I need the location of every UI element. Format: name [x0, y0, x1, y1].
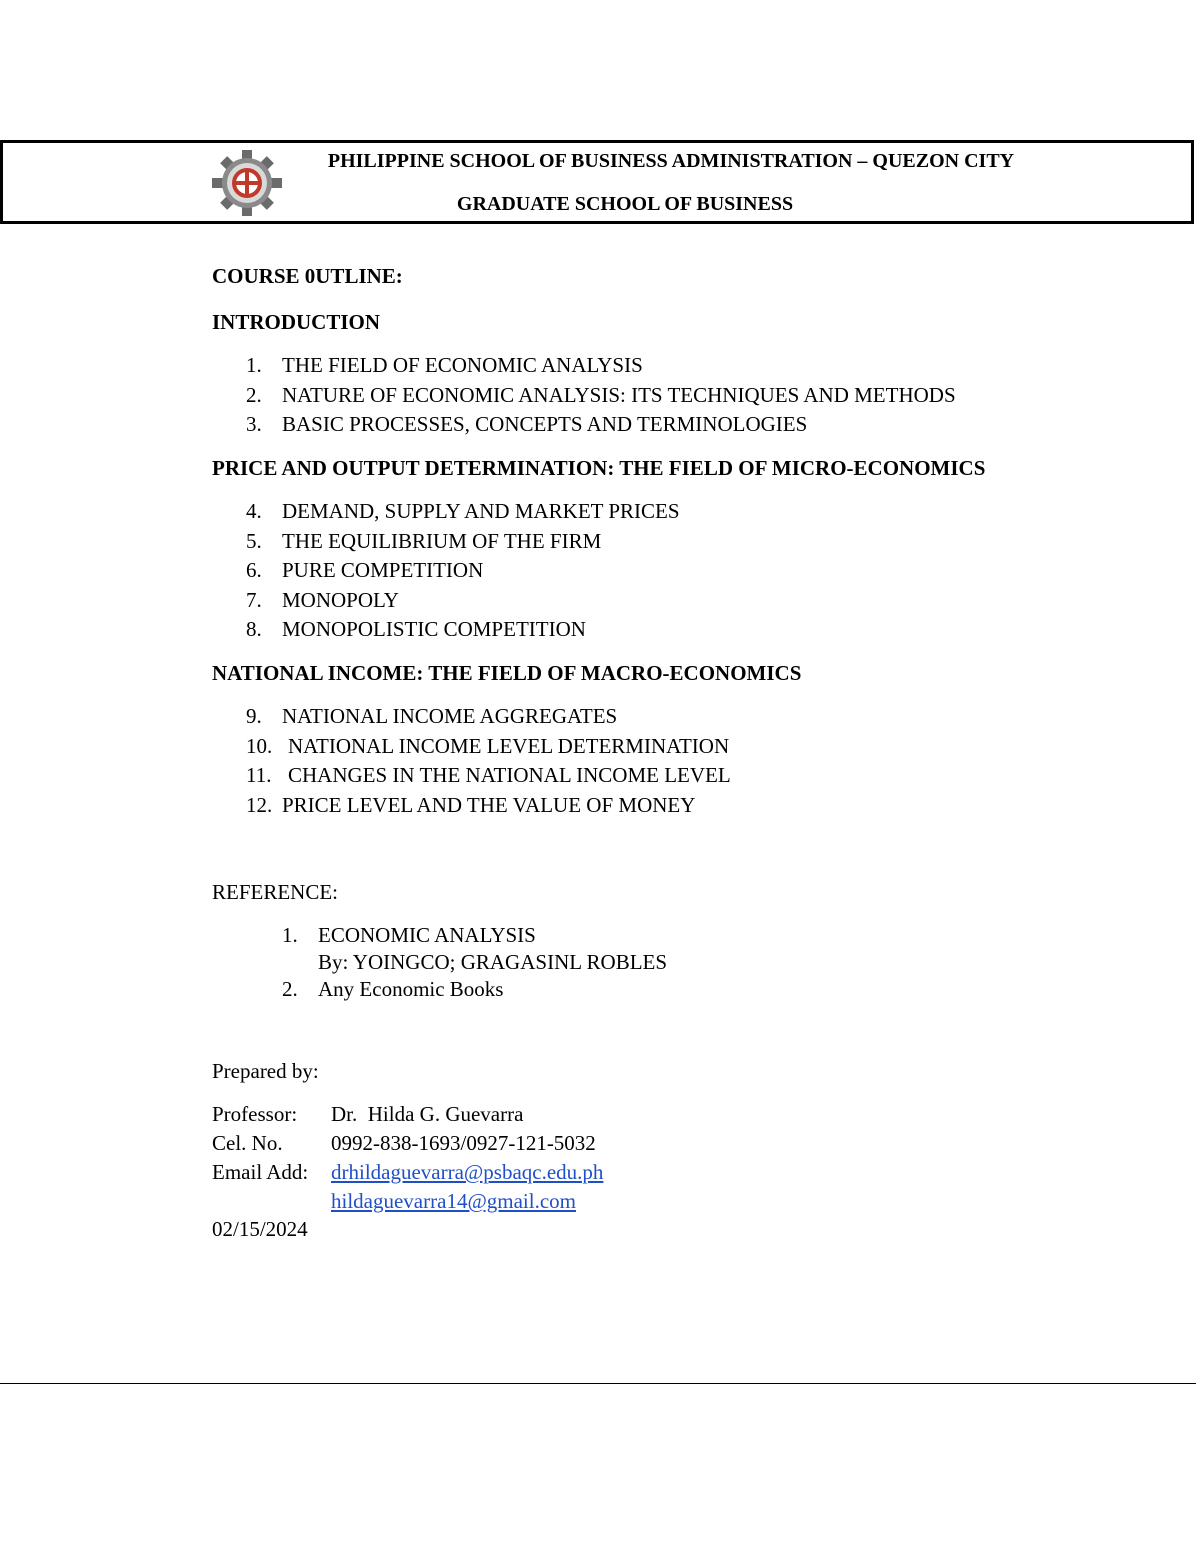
- item-number: 9.: [246, 704, 262, 728]
- item-number: 2.: [246, 382, 262, 407]
- professor-name: Dr. Hilda G. Guevarra: [331, 1102, 524, 1126]
- list-item: [212, 615, 1060, 645]
- cel-row: [212, 1129, 1060, 1158]
- item-number: 8.: [246, 617, 262, 641]
- cel-number: 0992-838-1693/0927-121-5032: [331, 1131, 596, 1155]
- professor-label: Professor:: [212, 1102, 298, 1126]
- email-label: Email Add:: [212, 1160, 309, 1184]
- item-number: 1.: [246, 353, 262, 377]
- item-number: 10.: [246, 733, 273, 758]
- list-item: [212, 791, 1060, 821]
- email-link-secondary[interactable]: hildaguevarra14@gmail.com: [331, 1189, 577, 1213]
- item-number: 11.: [246, 763, 272, 787]
- list-item: [212, 351, 1060, 381]
- reference-title: ECONOMIC ANALYSIS: [318, 922, 536, 947]
- institution-name: PHILIPPINE SCHOOL OF BUSINESS ADMINISTRATION – QUEZON CITY: [327, 150, 1015, 172]
- outline-title: COURSE 0UTLINE:: [212, 264, 403, 288]
- item-text: NATIONAL INCOME LEVEL DETERMINATION: [288, 733, 730, 758]
- item-number: 4.: [246, 499, 262, 523]
- item-text: BASIC PROCESSES, CONCEPTS AND TERMINOLOGIES: [282, 412, 808, 436]
- item-number: 12.: [246, 792, 273, 817]
- list-item: [212, 527, 1060, 557]
- section-heading-introduction: INTRODUCTION: [212, 309, 381, 334]
- list-item: [212, 381, 1060, 411]
- section-heading-micro: PRICE AND OUTPUT DETERMINATION: THE FIELD OF MICRO-ECONOMICS: [212, 455, 986, 480]
- list-item: [212, 732, 1060, 762]
- course-outline: [212, 262, 1060, 1243]
- email-row-secondary: [212, 1187, 1060, 1216]
- email-row: [212, 1158, 1060, 1187]
- item-text: MONOPOLY: [282, 587, 399, 612]
- item-text: NATURE OF ECONOMIC ANALYSIS: ITS TECHNIQUES AND METHODS: [282, 382, 956, 407]
- reference-list: [212, 922, 1060, 1003]
- reference-label: REFERENCE:: [212, 880, 339, 904]
- reference-authors: By: YOINGCO; GRAGASINL ROBLES: [318, 949, 668, 974]
- item-number: 3.: [246, 412, 262, 436]
- item-text: NATIONAL INCOME AGGREGATES: [282, 704, 618, 728]
- reference-title: Any Economic Books: [318, 976, 504, 1001]
- school-name: GRADUATE SCHOOL OF BUSINESS: [456, 193, 794, 215]
- list-item: [212, 556, 1060, 586]
- item-number: 2.: [282, 976, 298, 1001]
- list-item: [212, 761, 1060, 791]
- item-text: MONOPOLISTIC COMPETITION: [282, 617, 586, 641]
- list-item: [212, 497, 1060, 527]
- document-date: 02/15/2024: [212, 1217, 308, 1241]
- item-text: THE FIELD OF ECONOMIC ANALYSIS: [282, 353, 643, 377]
- item-text: THE EQUILIBRIUM OF THE FIRM: [282, 528, 602, 553]
- micro-list: [212, 497, 1060, 645]
- macro-list: [212, 702, 1060, 820]
- list-item: [212, 702, 1060, 732]
- item-text: CHANGES IN THE NATIONAL INCOME LEVEL: [288, 763, 731, 787]
- cel-label: Cel. No.: [212, 1131, 283, 1155]
- section-heading-macro: NATIONAL INCOME: THE FIELD OF MACRO-ECONOMICS: [212, 660, 802, 685]
- professor-row: [212, 1100, 1060, 1129]
- reference-item: [212, 976, 1060, 1003]
- prepared-by-label: Prepared by:: [212, 1058, 319, 1083]
- list-item: [212, 586, 1060, 616]
- item-number: 5.: [246, 528, 262, 553]
- item-text: PRICE LEVEL AND THE VALUE OF MONEY: [282, 792, 696, 817]
- item-number: 7.: [246, 587, 262, 612]
- school-seal-icon: [212, 150, 282, 216]
- introduction-list: [212, 351, 1060, 440]
- item-text: DEMAND, SUPPLY AND MARKET PRICES: [282, 499, 680, 523]
- item-number: 1.: [282, 922, 298, 947]
- item-number: 6.: [246, 558, 262, 582]
- item-text: PURE COMPETITION: [282, 558, 484, 582]
- reference-item: [212, 922, 1060, 949]
- list-item: [212, 410, 1060, 440]
- email-link-primary[interactable]: drhildaguevarra@psbaqc.edu.ph: [331, 1160, 604, 1184]
- footer-divider: [0, 1383, 1196, 1384]
